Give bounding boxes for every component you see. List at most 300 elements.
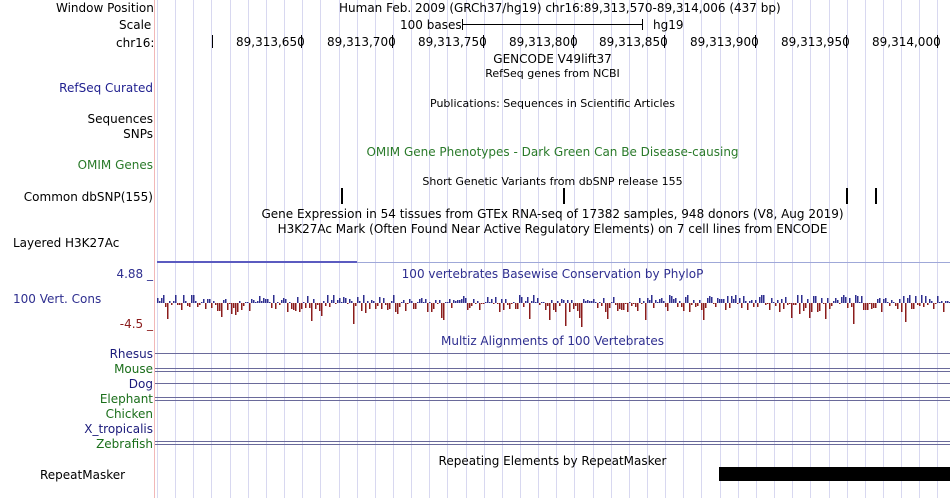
phylop-conservation-graph[interactable] xyxy=(157,290,950,330)
phylop-bar xyxy=(887,302,889,303)
omim-track-title[interactable]: OMIM Gene Phenotypes - Dark Green Can Be Disease-causing xyxy=(366,145,739,159)
refseq-track-title[interactable]: RefSeq genes from NCBI xyxy=(485,67,620,80)
phylop-bar xyxy=(805,303,807,308)
phylop-bar xyxy=(677,303,679,307)
phylop-bar xyxy=(279,303,281,305)
phylop-bar xyxy=(357,297,359,303)
phylop-bar xyxy=(387,303,389,310)
phylop-bar xyxy=(223,300,225,303)
species-label-dog[interactable]: Dog xyxy=(128,377,153,391)
phylop-bar xyxy=(283,298,285,303)
phylop-bar xyxy=(743,296,745,303)
ruler-tick-label: 89,313,900 xyxy=(690,35,759,49)
phylop-bar xyxy=(529,303,531,319)
phylop-bar xyxy=(753,303,755,307)
phylop-bar xyxy=(485,302,487,303)
phylop-bar xyxy=(695,303,697,307)
phylop-bar xyxy=(423,302,425,303)
phylop-bar xyxy=(807,299,809,303)
phylop-bar xyxy=(709,296,711,303)
phylop-bar xyxy=(705,303,707,308)
phylop-bar xyxy=(585,301,587,303)
phylop-bar xyxy=(273,295,275,303)
phylop-min-label: -4.5 _ xyxy=(119,317,153,331)
phylop-bar xyxy=(737,303,739,304)
phylop-bar xyxy=(779,303,781,312)
phylop-bar xyxy=(769,303,771,310)
phylop-track-label[interactable]: 100 Vert. Cons xyxy=(13,292,102,306)
phylop-bar xyxy=(685,297,687,303)
phylop-bar xyxy=(401,302,403,303)
phylop-bar xyxy=(183,295,185,303)
phylop-bar xyxy=(237,303,239,312)
publications-track-title[interactable]: Publications: Sequences in Scientific Articles xyxy=(430,97,675,110)
phylop-bar xyxy=(761,295,763,303)
phylop-bar xyxy=(317,303,319,305)
phylop-bar xyxy=(409,299,411,303)
phylop-bar xyxy=(427,303,429,312)
phylop-bar xyxy=(607,303,609,319)
phylop-bar xyxy=(261,301,263,303)
phylop-bar xyxy=(561,299,563,303)
species-label-xtropicalis[interactable]: X_tropicalis xyxy=(84,422,153,436)
phylop-bar xyxy=(327,295,329,303)
phylop-bar xyxy=(383,298,385,303)
refseq-track-label[interactable]: RefSeq Curated xyxy=(59,81,153,95)
phylop-bar xyxy=(549,303,551,320)
phylop-bar xyxy=(157,298,159,303)
phylop-bar xyxy=(453,300,455,303)
phylop-bar xyxy=(853,303,855,324)
phylop-bar xyxy=(523,303,525,307)
window-position-value: Human Feb. 2009 (GRCh37/hg19) chr16:89,313,570-89,314,006 (437 bp) xyxy=(339,1,781,15)
phylop-bar xyxy=(675,298,677,303)
phylop-bar xyxy=(471,303,473,306)
snp-variant[interactable] xyxy=(341,188,343,204)
phylop-bar xyxy=(487,297,489,303)
h3k27ac-track-label[interactable]: Layered H3K27Ac xyxy=(13,236,120,250)
phylop-bar xyxy=(809,303,811,318)
phylop-bar xyxy=(525,301,527,303)
phylop-bar xyxy=(701,303,703,310)
phylop-bar xyxy=(351,301,353,303)
chrom-label: chr16: xyxy=(116,36,155,50)
phylop-bar xyxy=(425,299,427,303)
phylop-bar xyxy=(181,303,183,310)
scale-bar-left-cap xyxy=(462,19,463,30)
phylop-bar xyxy=(347,303,349,304)
phylop-bar xyxy=(193,295,195,303)
phylop-bar xyxy=(159,301,161,303)
phylop-bar xyxy=(563,300,565,303)
phylop-bar xyxy=(827,298,829,303)
phylop-bar xyxy=(369,303,371,309)
phylop-bar xyxy=(385,303,387,305)
phylop-bar xyxy=(929,299,931,303)
phylop-bar xyxy=(495,297,497,303)
ruler-tick-label: 89,313,700 xyxy=(327,35,396,49)
phylop-bar xyxy=(507,303,509,305)
phylop-bar xyxy=(565,303,567,326)
phylop-bar xyxy=(667,303,669,311)
phylop-bar xyxy=(575,303,577,306)
phylop-bar xyxy=(253,300,255,303)
phylop-bar xyxy=(843,295,845,303)
repeat-element-block[interactable] xyxy=(719,467,950,481)
phylop-bar xyxy=(847,303,849,308)
phylop-bar xyxy=(665,303,667,307)
phylop-bar xyxy=(287,303,289,312)
phylop-bar xyxy=(909,295,911,303)
phylop-bar xyxy=(477,301,479,303)
phylop-bar xyxy=(795,303,797,305)
phylop-bar xyxy=(483,303,485,304)
phylop-bar xyxy=(403,300,405,303)
alignment-line-zebrafish-2 xyxy=(155,444,950,445)
phylop-bar xyxy=(671,296,673,303)
phylop-bar xyxy=(535,302,537,303)
phylop-bar xyxy=(475,303,477,304)
phylop-bar xyxy=(515,303,517,309)
phylop-track-title[interactable]: 100 vertebrates Basewise Conservation by PhyloP xyxy=(401,267,704,281)
phylop-bar xyxy=(631,303,633,306)
phylop-bar xyxy=(435,300,437,303)
phylop-bar xyxy=(377,303,379,306)
multiz-track-title[interactable]: Multiz Alignments of 100 Vertebrates xyxy=(440,334,665,348)
phylop-bar xyxy=(533,295,535,303)
ruler-tick-label: 89,313,750 xyxy=(418,35,487,49)
species-label-elephant[interactable]: Elephant xyxy=(99,392,153,406)
phylop-bar xyxy=(411,301,413,303)
phylop-bar xyxy=(309,303,311,308)
phylop-bar xyxy=(433,303,435,309)
phylop-bar xyxy=(567,300,569,303)
phylop-max-label: 4.88 _ xyxy=(116,267,153,281)
phylop-bar xyxy=(551,300,553,303)
phylop-bar xyxy=(643,301,645,303)
phylop-bar xyxy=(169,301,171,303)
ruler-tick-label: 89,313,800 xyxy=(509,35,578,49)
phylop-bar xyxy=(509,303,511,309)
phylop-bar xyxy=(167,303,169,319)
phylop-bar xyxy=(871,303,873,309)
phylop-bar xyxy=(689,303,691,312)
phylop-bar xyxy=(291,303,293,309)
species-label-zebrafish[interactable]: Zebrafish xyxy=(96,437,153,451)
phylop-bar xyxy=(763,295,765,303)
phylop-bar xyxy=(465,298,467,303)
phylop-bar xyxy=(329,303,331,307)
phylop-bar xyxy=(339,298,341,303)
phylop-bar xyxy=(635,303,637,307)
phylop-bar xyxy=(867,303,869,310)
phylop-bar xyxy=(863,303,865,310)
phylop-bar xyxy=(733,299,735,303)
phylop-bar xyxy=(421,298,423,303)
phylop-bar xyxy=(649,300,651,303)
phylop-bar xyxy=(693,300,695,303)
phylop-bar xyxy=(243,303,245,306)
phylop-bar xyxy=(865,303,867,310)
phylop-bar xyxy=(521,297,523,303)
phylop-bar xyxy=(919,303,921,306)
phylop-bar xyxy=(577,303,579,311)
window-position-label: Window Position xyxy=(56,1,154,15)
phylop-bar xyxy=(721,299,723,303)
phylop-bar xyxy=(723,299,725,303)
phylop-bar xyxy=(513,302,515,303)
phylop-bar xyxy=(905,303,907,322)
phylop-bar xyxy=(323,301,325,303)
phylop-bar xyxy=(851,303,853,307)
phylop-bar xyxy=(707,298,709,303)
phylop-bar xyxy=(933,303,935,309)
omim-track-label[interactable]: OMIM Genes xyxy=(77,158,153,172)
phylop-bar xyxy=(579,303,581,318)
alignment-line-mouse xyxy=(155,368,950,369)
phylop-bar xyxy=(399,303,401,307)
phylop-bar xyxy=(367,301,369,303)
phylop-bar xyxy=(703,303,705,320)
phylop-bar xyxy=(781,299,783,303)
phylop-bar xyxy=(321,303,323,316)
sequences-track-label[interactable]: Sequences xyxy=(87,112,153,126)
phylop-bar xyxy=(315,303,317,309)
phylop-bar xyxy=(627,303,629,312)
phylop-bar xyxy=(353,303,355,324)
phylop-bar xyxy=(921,295,923,303)
species-label-mouse[interactable]: Mouse xyxy=(114,362,153,376)
phylop-bar xyxy=(833,301,835,303)
phylop-bar xyxy=(945,301,947,303)
phylop-bar xyxy=(305,303,307,308)
phylop-bar xyxy=(547,303,549,306)
phylop-bar xyxy=(405,303,407,311)
phylop-bar xyxy=(173,301,175,303)
phylop-bar xyxy=(233,303,235,308)
repeatmasker-track-title[interactable]: Repeating Elements by RepeatMasker xyxy=(438,454,667,468)
phylop-bar xyxy=(855,295,857,303)
phylop-bar xyxy=(375,303,377,309)
phylop-bar xyxy=(895,303,897,306)
phylop-bar xyxy=(937,296,939,303)
gencode-track-title[interactable]: GENCODE V49lift37 xyxy=(493,52,612,66)
phylop-bar xyxy=(699,300,701,303)
phylop-bar xyxy=(205,303,207,309)
alignment-line-mouse-2 xyxy=(155,371,950,372)
h3k27ac-track-title[interactable]: H3K27Ac Mark (Often Found Near Active Regulatory Elements) on 7 cell lines from ENCODE xyxy=(277,222,828,236)
phylop-bar xyxy=(195,301,197,303)
gtex-track-title[interactable]: Gene Expression in 54 tissues from GTEx RNA-seq of 17382 samples, 948 donors (V8, Aug 2019) xyxy=(261,207,844,221)
species-label-rhesus[interactable]: Rhesus xyxy=(109,347,153,361)
phylop-bar xyxy=(731,296,733,303)
phylop-bar xyxy=(325,303,327,306)
phylop-bar xyxy=(393,295,395,303)
phylop-bar xyxy=(537,298,539,303)
phylop-bar xyxy=(885,298,887,303)
phylop-bar xyxy=(903,296,905,303)
phylop-bar xyxy=(883,299,885,303)
phylop-bar xyxy=(775,303,777,306)
phylop-bar xyxy=(341,302,343,303)
phylop-bar xyxy=(927,303,929,305)
phylop-bar xyxy=(817,303,819,312)
phylop-bar xyxy=(231,303,233,314)
phylop-bar xyxy=(527,297,529,303)
phylop-bar xyxy=(621,303,623,310)
phylop-bar xyxy=(209,299,211,303)
phylop-bar xyxy=(269,302,271,303)
phylop-bar xyxy=(545,303,547,310)
phylop-bar xyxy=(839,303,841,304)
scale-bar-right-cap xyxy=(642,19,643,30)
phylop-bar xyxy=(873,303,875,308)
phylop-bar xyxy=(481,303,483,304)
phylop-bar xyxy=(759,297,761,303)
phylop-bar xyxy=(345,298,347,303)
dbsnp-track-label[interactable]: Common dbSNP(155) xyxy=(23,190,153,204)
species-label-chicken[interactable]: Chicken xyxy=(105,407,153,421)
phylop-bar xyxy=(519,295,521,303)
phylop-bar xyxy=(697,303,699,306)
h3k27ac-signal-baseline xyxy=(357,262,950,263)
phylop-bar xyxy=(171,303,173,305)
phylop-bar xyxy=(225,299,227,303)
phylop-bar xyxy=(613,297,615,303)
phylop-bar xyxy=(407,303,409,304)
phylop-bar xyxy=(473,299,475,303)
alignment-line-rhesus xyxy=(155,353,950,354)
phylop-bar xyxy=(571,300,573,303)
phylop-bar xyxy=(655,300,657,303)
phylop-bar xyxy=(639,298,641,303)
phylop-bar xyxy=(663,301,665,303)
phylop-bar xyxy=(747,303,749,310)
phylop-bar xyxy=(431,303,433,312)
phylop-bar xyxy=(281,300,283,303)
phylop-bar xyxy=(735,295,737,303)
phylop-bar xyxy=(299,303,301,312)
phylop-bar xyxy=(739,298,741,303)
phylop-bar xyxy=(801,295,803,303)
phylop-bar xyxy=(191,295,193,303)
alignment-line-elephant-2 xyxy=(155,400,950,401)
scale-value: 100 bases xyxy=(400,18,462,32)
snp-variant[interactable] xyxy=(846,188,848,204)
phylop-bar xyxy=(599,302,601,303)
phylop-bar xyxy=(395,303,397,312)
phylop-bar xyxy=(503,303,505,310)
phylop-bar xyxy=(587,300,589,303)
phylop-bar xyxy=(441,303,443,318)
snps-track-label[interactable]: SNPs xyxy=(123,127,153,141)
phylop-bar xyxy=(479,303,481,310)
phylop-bar xyxy=(265,299,267,303)
phylop-bar xyxy=(825,303,827,319)
phylop-bar xyxy=(297,297,299,303)
phylop-bar xyxy=(391,301,393,303)
phylop-bar xyxy=(255,302,257,303)
phylop-bar xyxy=(573,303,575,309)
snp-variant[interactable] xyxy=(875,188,877,204)
phylop-bar xyxy=(333,295,335,303)
phylop-bar xyxy=(877,299,879,303)
phylop-bar xyxy=(455,301,457,303)
phylop-bar xyxy=(889,303,891,306)
phylop-bar xyxy=(359,301,361,303)
phylop-bar xyxy=(913,303,915,309)
phylop-bar xyxy=(869,303,871,304)
phylop-bar xyxy=(879,298,881,303)
phylop-bar xyxy=(349,299,351,303)
phylop-bar xyxy=(691,303,693,305)
phylop-bar xyxy=(651,295,653,303)
phylop-bar xyxy=(517,303,519,309)
phylop-bar xyxy=(603,298,605,303)
phylop-bar xyxy=(831,303,833,306)
phylop-bar xyxy=(229,303,231,304)
phylop-bar xyxy=(569,303,571,312)
phylop-bar xyxy=(419,299,421,303)
phylop-bar xyxy=(597,303,599,308)
phylop-bar xyxy=(247,302,249,303)
phylop-bar xyxy=(787,303,789,305)
repeatmasker-track-label[interactable]: RepeatMasker xyxy=(40,468,126,482)
phylop-bar xyxy=(657,302,659,303)
snp-variant[interactable] xyxy=(563,188,565,204)
phylop-bar xyxy=(313,299,315,303)
dbsnp-track-title[interactable]: Short Genetic Variants from dbSNP release 155 xyxy=(422,175,683,188)
phylop-bar xyxy=(319,303,321,311)
scale-bar xyxy=(462,24,643,25)
phylop-bar xyxy=(207,299,209,303)
ruler-tick-label: 89,313,950 xyxy=(781,35,850,49)
phylop-bar xyxy=(767,303,769,304)
phylop-bar xyxy=(439,300,441,303)
phylop-bar xyxy=(943,303,945,312)
phylop-bar xyxy=(559,303,561,306)
phylop-bar xyxy=(417,302,419,303)
phylop-bar xyxy=(469,303,471,308)
phylop-bar xyxy=(501,299,503,303)
phylop-bar xyxy=(673,299,675,303)
phylop-bar xyxy=(773,302,775,303)
phylop-bar xyxy=(163,295,165,303)
phylop-bar xyxy=(197,303,199,307)
phylop-bar xyxy=(881,303,883,312)
phylop-bar xyxy=(589,301,591,303)
phylop-bar xyxy=(601,303,603,306)
phylop-bar xyxy=(245,302,247,303)
phylop-bar xyxy=(687,295,689,303)
phylop-bar xyxy=(361,303,363,311)
phylop-bar xyxy=(379,297,381,303)
phylop-bar xyxy=(617,303,619,311)
phylop-bar xyxy=(811,303,813,312)
phylop-bar xyxy=(605,303,607,312)
ruler-tick xyxy=(212,35,213,48)
phylop-bar xyxy=(185,301,187,303)
phylop-bar xyxy=(757,303,759,307)
phylop-bar xyxy=(793,303,795,305)
ruler-tick-label: 89,314,000 xyxy=(872,35,941,49)
phylop-bar xyxy=(837,300,839,303)
phylop-bar xyxy=(609,303,611,308)
phylop-bar xyxy=(861,296,863,303)
phylop-bar xyxy=(275,303,277,309)
alignment-line-zebrafish xyxy=(155,441,950,442)
phylop-bar xyxy=(355,303,357,306)
